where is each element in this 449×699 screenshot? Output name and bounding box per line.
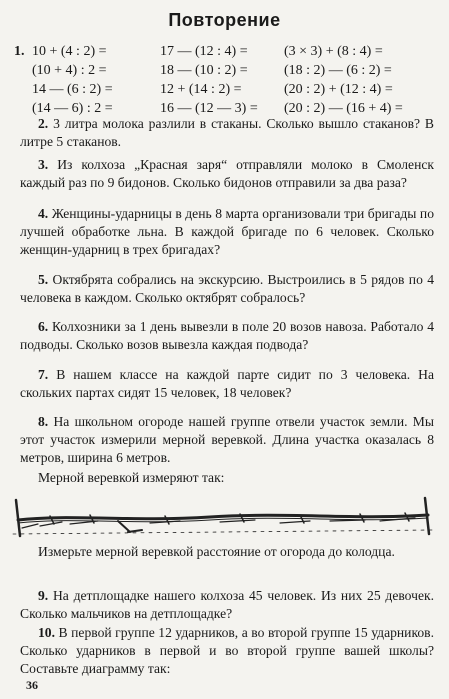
- page-title: Повторение: [168, 10, 281, 30]
- page-number: 36: [26, 678, 38, 692]
- problem-7: [20, 366, 434, 402]
- problem-number: 2.: [38, 116, 49, 131]
- problem-text: Женщины-ударницы в день 8 марта организовали три бригады по лучшей обработке льна. В каждой бригаде по 6 человек. Сколько женщин-ударниц в трех бригадах?: [20, 206, 435, 257]
- expression: 18 — (10 : 2) =: [160, 63, 248, 78]
- instruction-text: Измерьте мерной веревкой расстояние от огорода до колодца.: [38, 544, 395, 559]
- problem-number: 5.: [38, 272, 49, 287]
- expression: (18 : 2) — (6 : 2) =: [284, 63, 392, 78]
- problem-number: 4.: [38, 206, 49, 221]
- expression: (10 + 4) : 2 =: [32, 63, 107, 78]
- problem-10: [20, 624, 434, 678]
- problem-8: [20, 413, 434, 467]
- expression: (14 — 6) : 2 =: [32, 101, 113, 116]
- problem-number: 9.: [38, 588, 49, 603]
- exercise-row: [14, 61, 444, 80]
- expression: 16 — (12 — 3) =: [160, 101, 258, 116]
- problem-5: [20, 271, 434, 307]
- problem-number: 7.: [38, 367, 49, 382]
- problem-9: [20, 587, 434, 623]
- problem-2: [20, 115, 434, 151]
- problem-text: На школьном огороде нашей группе отвели участок земли. Мы этот участок измерили мерной веревкой. Длина участка оказалась 8 метров, ширина 6 метров.: [20, 414, 434, 465]
- problem-number: 3.: [38, 157, 49, 172]
- exercise-1: [14, 42, 444, 118]
- problem-number: 8.: [38, 414, 49, 429]
- expression: 14 — (6 : 2) =: [32, 82, 113, 97]
- exercise-number: 1.: [14, 44, 25, 59]
- problem-text: Из колхоза „Красная заря“ отправляли молоко в Смоленск каждый раз по 9 бидонов. Сколько бидонов отправили за два раза?: [20, 157, 434, 190]
- expression: (20 : 2) + (12 : 4) =: [284, 82, 393, 97]
- problem-text: На детплощадке нашего колхоза 45 человек. Из них 25 девочек. Сколько мальчиков на детплощадке?: [20, 588, 434, 621]
- rope-caption: Мерной веревкой измеряют так:: [38, 470, 225, 485]
- problem-text: В нашем классе на каждой парте сидит по 3 человека. На скольких партах сидят 15 человек, 18 человек?: [20, 367, 434, 400]
- problem-6: [20, 318, 434, 354]
- expression: 10 + (4 : 2) =: [32, 44, 107, 59]
- problem-text: Колхозники за 1 день вывезли в поле 20 возов навоза. Работало 4 подводы. Сколько возов вывезла каждая подвода?: [20, 319, 434, 352]
- problem-text: 3 литра молока разлили в стаканы. Сколько вышло стаканов? В литре 5 стаканов.: [20, 116, 434, 149]
- problem-4: [20, 205, 434, 259]
- problem-text: Октябрята собрались на экскурсию. Выстроились в 5 рядов по 4 человека в каждом. Сколько октябрят собралось?: [20, 272, 434, 305]
- problem-number: 10.: [38, 625, 55, 640]
- expression: (3 × 3) + (8 : 4) =: [284, 44, 383, 59]
- problem-3: [20, 156, 434, 192]
- expression: 12 + (14 : 2) =: [160, 82, 242, 97]
- measure-instruction: [20, 543, 434, 561]
- measuring-rope-illustration: [10, 490, 435, 538]
- exercise-row: [14, 42, 444, 61]
- expression: (20 : 2) — (16 + 4) =: [284, 101, 403, 116]
- problem-number: 6.: [38, 319, 49, 334]
- exercise-row: [14, 80, 444, 99]
- expression: 17 — (12 : 4) =: [160, 44, 248, 59]
- problem-text: В первой группе 12 ударников, а во второй группе 15 ударников. Сколько ударников в первой и во второй группе вашей школы? Составьте диаграмму так:: [20, 625, 434, 676]
